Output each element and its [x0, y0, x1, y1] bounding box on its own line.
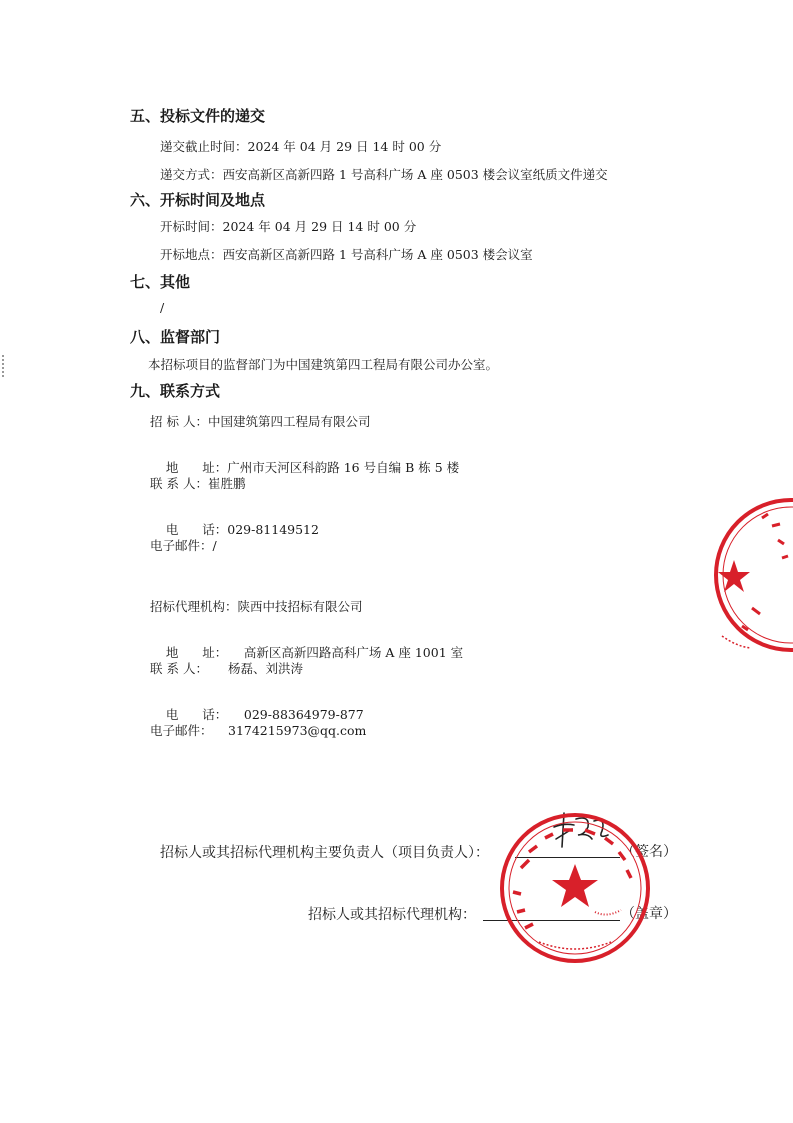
- agency-contact: [150, 659, 303, 677]
- tenderer-name: [150, 412, 370, 430]
- section-8-heading: 八、监督部门: [130, 328, 221, 346]
- opening-place-value: 西安高新区高新四路 1 号高科广场 A 座 0503 楼会议室: [222, 247, 533, 262]
- agency-name: [150, 597, 363, 615]
- tenderer-contact-label: 联 系 人：: [150, 476, 208, 491]
- section-6-heading: 六、开标时间及地点: [130, 191, 266, 209]
- tenderer-name-label: 招 标 人：: [150, 414, 208, 429]
- other-content: /: [160, 300, 165, 315]
- tenderer-address-value: 广州市天河区科韵路 16 号自编 B 栋 5 楼: [227, 460, 460, 475]
- agency-address-value: 高新区高新四路高科广场 A 座 1001 室: [243, 645, 464, 660]
- scan-artifact: [2, 355, 4, 377]
- submission-method-value: 西安高新区高新四路 1 号高科广场 A 座 0503 楼会议室纸质文件递交: [222, 167, 608, 182]
- tenderer-contact: [150, 474, 245, 492]
- company-seal-edge: [712, 496, 793, 654]
- agency-phone-value: 029-88364979-877: [243, 707, 364, 722]
- tenderer-phone-value: 029-81149512: [227, 522, 319, 537]
- tenderer-name-value: 中国建筑第四工程局有限公司: [207, 414, 371, 429]
- supervision-content: 本招标项目的监督部门为中国建筑第四工程局有限公司办公室。: [148, 357, 499, 372]
- seal-suffix: （盖章）: [621, 906, 677, 922]
- tenderer-address-label: 地 址：: [165, 460, 228, 475]
- submission-deadline: [160, 137, 441, 155]
- tenderer-email-value: /: [212, 538, 217, 553]
- tenderer-contact-value: 崔胜鹏: [207, 476, 246, 491]
- seal-line-organization-label: 招标人或其招标代理机构：: [308, 907, 476, 923]
- tenderer-email: [150, 536, 217, 554]
- agency-name-label: 招标代理机构：: [150, 599, 238, 614]
- agency-email-label: 电子邮件：: [150, 723, 213, 738]
- section-5-heading: 五、投标文件的递交: [130, 107, 266, 125]
- opening-place: [160, 245, 533, 263]
- opening-time-value: 2024 年 04 月 29 日 14 时 00 分: [222, 219, 417, 234]
- agency-email-value: 3174215973@qq.com: [228, 723, 367, 738]
- submission-deadline-value: 2024 年 04 月 29 日 14 时 00 分: [247, 139, 442, 154]
- section-9-heading: 九、联系方式: [130, 382, 221, 400]
- seal-line-organization: [308, 904, 476, 924]
- signature-line-responsible: [160, 842, 489, 862]
- agency-address-label: 地 址：: [165, 645, 228, 660]
- agency-contact-value: 杨磊、刘洪涛: [228, 661, 304, 676]
- opening-place-label: 开标地点：: [160, 247, 223, 262]
- agency-contact-label: 联 系 人：: [150, 661, 208, 676]
- signature-suffix: （签名）: [621, 844, 677, 860]
- opening-time: [160, 217, 416, 235]
- section-7-heading: 七、其他: [130, 273, 191, 291]
- submission-method-label: 递交方式：: [160, 167, 223, 182]
- opening-time-label: 开标时间：: [160, 219, 223, 234]
- agency-email: [150, 721, 366, 739]
- agency-name-value: 陕西中技招标有限公司: [237, 599, 363, 614]
- signature-line-responsible-label: 招标人或其招标代理机构主要负责人（项目负责人）：: [160, 845, 489, 861]
- submission-deadline-label: 递交截止时间：: [160, 139, 248, 154]
- tenderer-email-label: 电子邮件：: [150, 538, 213, 553]
- tenderer-phone-label: 电 话：: [165, 522, 228, 537]
- submission-method: [160, 165, 608, 183]
- company-seal: [499, 812, 651, 964]
- agency-phone-label: 电 话：: [165, 707, 228, 722]
